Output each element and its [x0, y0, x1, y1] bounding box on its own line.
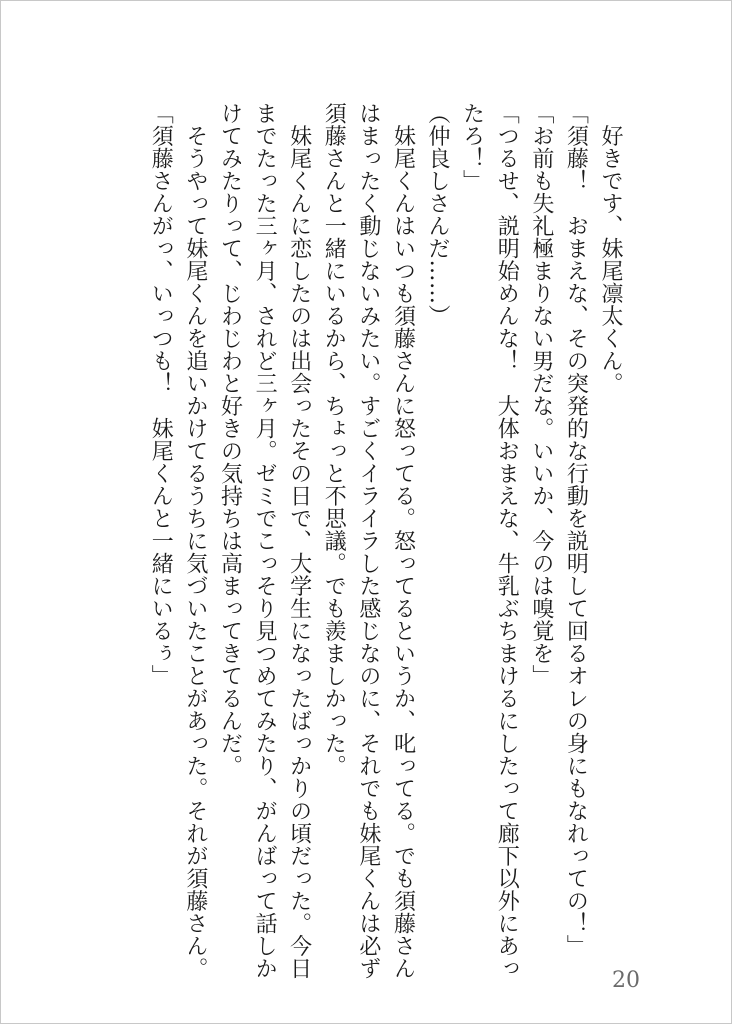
text-line: 妹尾くんに恋したのは出会ったその日で、大学生になったばっかりの頃だった。今日	[286, 102, 312, 980]
text-line: けてみたりって、じわじわと好きの気持ちは高まってきてるんだ。	[217, 102, 243, 777]
text-line: （仲良しさんだ……）	[425, 102, 451, 327]
page-number: 20	[612, 968, 640, 993]
text-line: 「須藤さんがっ、いっつも！ 妹尾くんと一緒にいるぅ」	[148, 102, 174, 687]
text-line: そうやって妹尾くんを追いかけてるうちに気づいたことがあった。それが須藤さん。	[182, 102, 208, 980]
text-line: 妹尾くんはいつも須藤さんに怒ってる。怒ってるというか、叱ってる。でも須藤さん	[390, 102, 416, 980]
text-line: 「須藤！ おまえな、その突発的な行動を説明して回るオレの身にもなれっての！」	[563, 102, 589, 957]
text-line: 「つるせ、説明始めんな！ 大体おまえな、牛乳ぶちまけるにしたって廊下以外にあっ	[494, 102, 520, 980]
vertical-text-body	[127, 102, 627, 982]
text-line: 「お前も失礼極まりない男だな。いいか、今のは嗅覚を」	[528, 102, 554, 687]
text-line: はまったく動じないみたい。すごくイライラした感じなのに、それでも妹尾くんは必ず	[355, 102, 381, 980]
text-line: 須藤さんと一緒にいるから、ちょっと不思議。でも羨ましかった。	[321, 102, 347, 777]
text-line: 好きです、妹尾凛太くん。	[598, 102, 623, 395]
text-line: たろ！」	[459, 102, 485, 192]
text-line: までたった三ヶ月、されど三ヶ月。ゼミでこっそり見つめてみたり、がんばって話しか	[252, 102, 278, 980]
